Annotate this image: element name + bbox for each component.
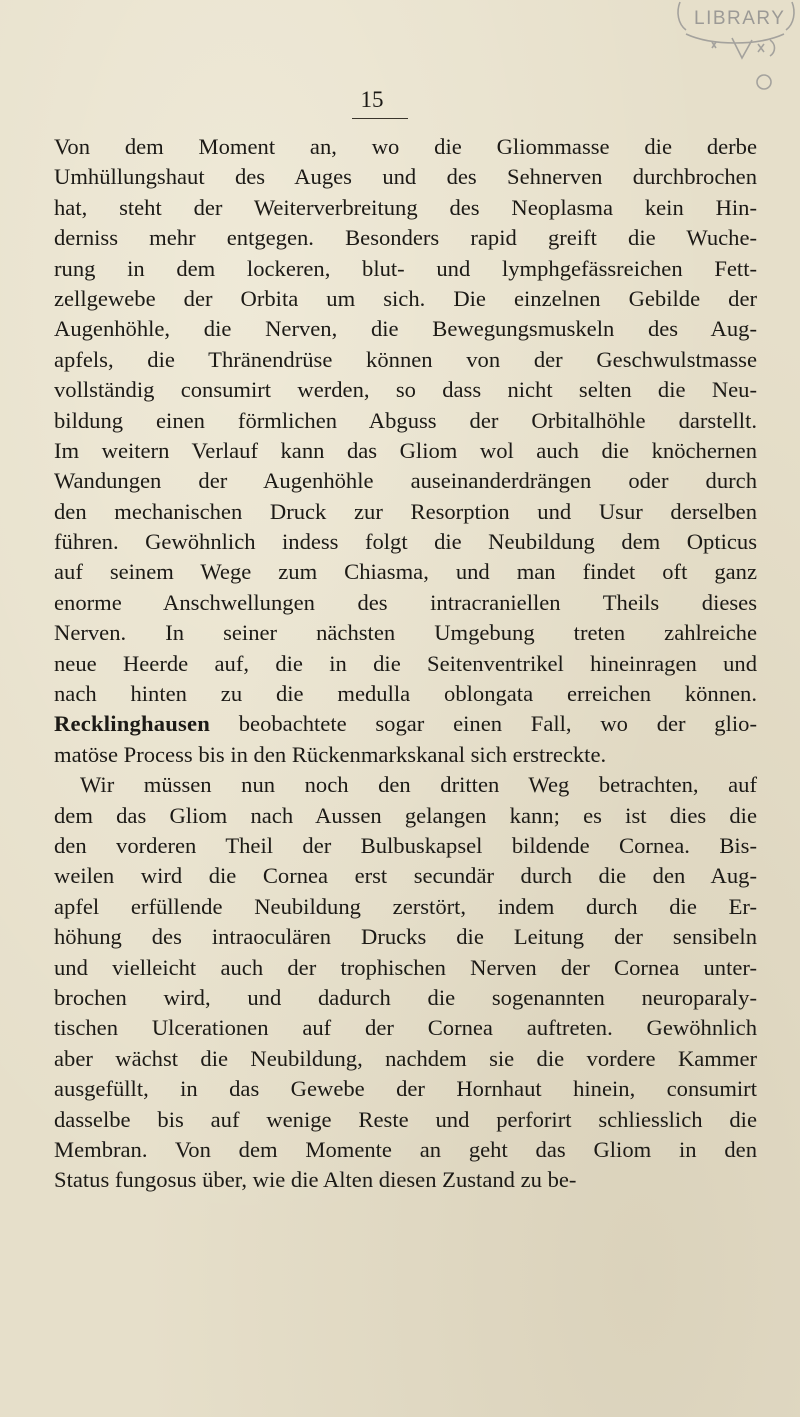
text-line: apfel erfüllende Neubildung zerstört, indem durch die Er-: [54, 893, 757, 919]
text-line: weilen wird die Cornea erst secundär durch die den Aug-: [54, 863, 757, 889]
text-line: tischen Ulcerationen auf der Cornea auftreten. Gewöhnlich: [54, 1015, 757, 1041]
text-line: den mechanischen Druck zur Resorption und Usur derselben: [54, 498, 757, 524]
text-line: matöse Process bis in den Rückenmarkskanal sich erstreckte.: [54, 741, 607, 767]
text-line: derniss mehr entgegen. Besonders rapid greift die Wuche-: [54, 225, 757, 251]
text-line: Wir müssen nun noch den dritten Weg betrachten, auf: [80, 772, 757, 798]
page-number: 15: [360, 87, 384, 112]
text-line: apfels, die Thränendrüse können von der Geschwulstmasse: [54, 346, 757, 372]
paragraph-1: [54, 132, 757, 770]
text-line: neue Heerde auf, die in die Seitenventrikel hineinragen und: [54, 650, 757, 676]
text-line: Augenhöhle, die Nerven, die Bewegungsmuskeln des Aug-: [54, 316, 757, 342]
text-line-with-name: [54, 709, 757, 739]
text-line: dasselbe bis auf wenige Reste und perforirt schliesslich die: [54, 1106, 757, 1132]
library-stamp: [672, 0, 798, 100]
text-line: nach hinten zu die medulla oblongata erreichen können.: [54, 681, 757, 707]
text-line: brochen wird, und dadurch die sogenannten neuroparaly-: [54, 984, 757, 1010]
text-line: zellgewebe der Orbita um sich. Die einzelnen Gebilde der: [54, 285, 757, 311]
author-name: Recklinghausen: [54, 711, 210, 737]
text-line: aber wächst die Neubildung, nachdem sie die vordere Kammer: [54, 1045, 757, 1071]
text-line: höhung des intraoculären Drucks die Leitung der sensibeln: [54, 924, 757, 950]
text-line: Membran. Von dem Momente an geht das Gliom in den: [54, 1136, 757, 1162]
library-stamp-text: LIBRARY: [694, 8, 786, 29]
text-line: Wandungen der Augenhöhle auseinanderdrängen oder durch: [54, 468, 757, 494]
page-number-rule: [352, 118, 408, 119]
text-line: enorme Anschwellungen des intracraniellen Theils dieses: [54, 589, 757, 615]
text-line: ausgefüllt, in das Gewebe der Hornhaut hinein, consumirt: [54, 1076, 757, 1102]
text-line: Von dem Moment an, wo die Gliommasse die derbe: [54, 134, 757, 159]
text-line: rung in dem lockeren, blut- und lymphgefässreichen Fett-: [54, 255, 757, 281]
text-line: Nerven. In seiner nächsten Umgebung treten zahlreiche: [54, 620, 757, 646]
text-line: und vielleicht auch der trophischen Nerven der Cornea unter-: [54, 954, 757, 980]
text-line: vollständig consumirt werden, so dass nicht selten die Neu-: [54, 377, 757, 403]
text-line: den vorderen Theil der Bulbuskapsel bildende Cornea. Bis-: [54, 832, 757, 858]
text-line: auf seinem Wege zum Chiasma, und man findet oft ganz: [54, 559, 757, 585]
text-line: Im weitern Verlauf kann das Gliom wol auch die knöchernen: [54, 437, 757, 463]
text-line: Status fungosus über, wie die Alten diesen Zustand zu be-: [54, 1167, 577, 1193]
text-line: Umhüllungshaut des Auges und des Sehnerven durchbrochen: [54, 164, 757, 190]
text-line: führen. Gewöhnlich indess folgt die Neubildung dem Opticus: [54, 529, 757, 555]
text-line: bildung einen förmlichen Abguss der Orbitalhöhle darstellt.: [54, 407, 757, 433]
text-line: hat, steht der Weiterverbreitung des Neoplasma kein Hin-: [54, 194, 757, 220]
text-fragment: beobachtete sogar einen Fall, wo der glio-: [209, 711, 757, 737]
paragraph-2: [54, 770, 757, 1195]
body-text: [54, 132, 757, 1196]
text-line: dem das Gliom nach Aussen gelangen kann; es ist dies die: [54, 802, 757, 828]
